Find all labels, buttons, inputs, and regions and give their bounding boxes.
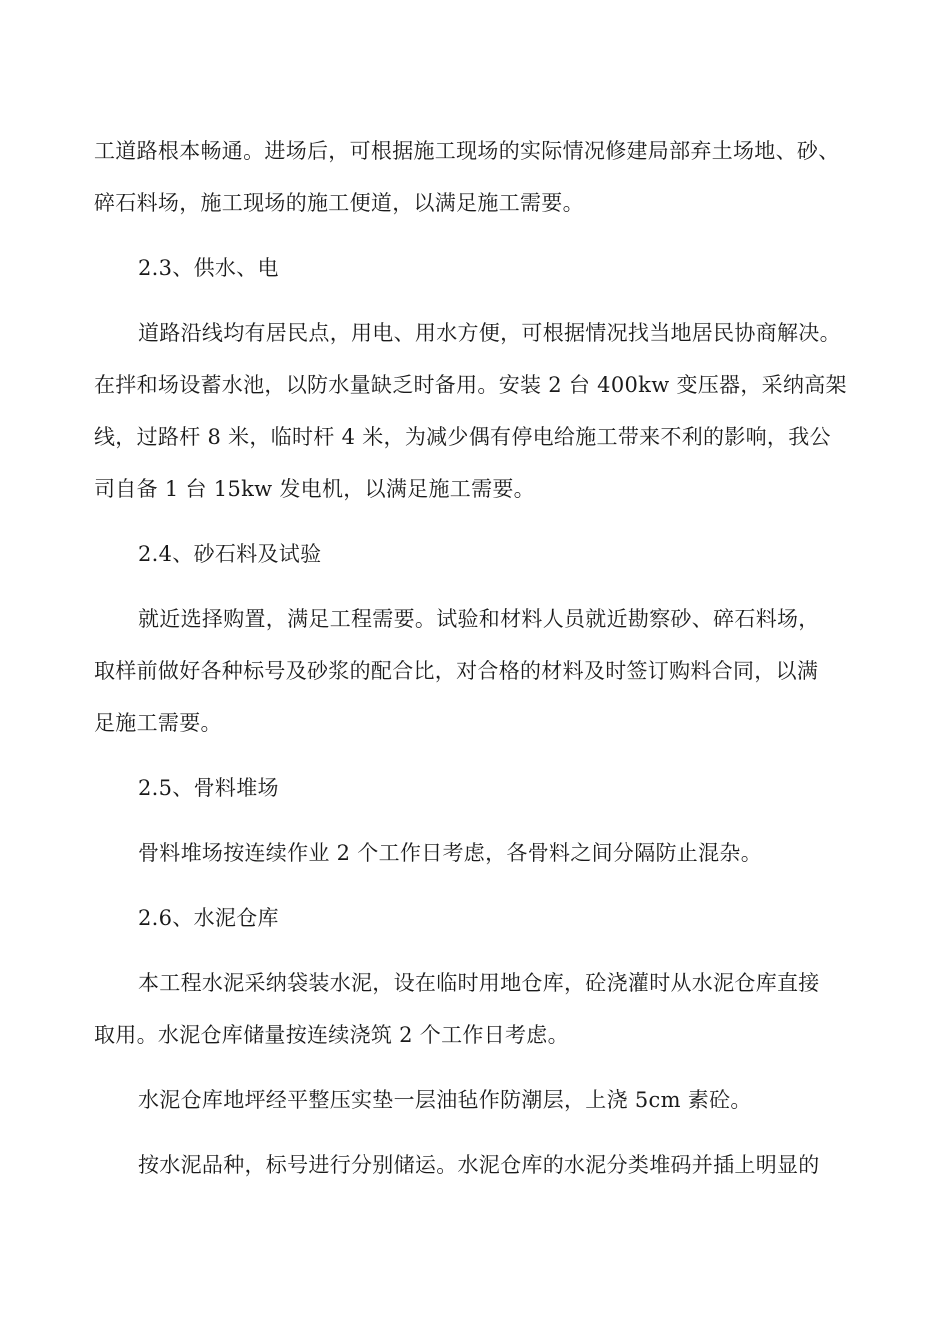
- paragraph-line: 本工程水泥采纳袋装水泥，设在临时用地仓库，砼浇灌时从水泥仓库直接: [138, 971, 820, 995]
- paragraph-line: 足施工需要。: [94, 711, 222, 735]
- paragraph-line: 按水泥品种，标号进行分别储运。水泥仓库的水泥分类堆码并插上明显的: [138, 1153, 820, 1177]
- paragraph-line: 水泥仓库地坪经平整压实垫一层油毡作防潮层，上浇 5cm 素砼。: [138, 1088, 752, 1112]
- paragraph-continuation-line: 碎石料场，施工现场的施工便道，以满足施工需要。: [94, 191, 584, 215]
- paragraph-line: 道路沿线均有居民点，用电、用水方便，可根据情况找当地居民协商解决。: [138, 321, 841, 345]
- paragraph-line: 司自备 1 台 15kw 发电机，以满足施工需要。: [94, 477, 535, 501]
- paragraph-line: 取用。水泥仓库储量按连续浇筑 2 个工作日考虑。: [94, 1023, 569, 1047]
- section-heading-2-3: 2.3、供水、电: [138, 256, 279, 280]
- paragraph-continuation-line: 工道路根本畅通。进场后，可根据施工现场的实际情况修建局部弃土场地、砂、: [94, 139, 840, 163]
- paragraph-line: 取样前做好各种标号及砂浆的配合比，对合格的材料及时签订购料合同，以满: [94, 659, 819, 683]
- paragraph-line: 线，过路杆 8 米，临时杆 4 米，为减少偶有停电给施工带来不利的影响，我公: [94, 425, 831, 449]
- paragraph-line: 在拌和场设蓄水池，以防水量缺乏时备用。安装 2 台 400kw 变压器，采纳高架: [94, 373, 847, 397]
- paragraph-line: 骨料堆场按连续作业 2 个工作日考虑，各骨料之间分隔防止混杂。: [138, 841, 763, 865]
- section-heading-2-4: 2.4、砂石料及试验: [138, 542, 322, 566]
- paragraph-line: 就近选择购置，满足工程需要。试验和材料人员就近勘察砂、碎石料场，: [138, 607, 820, 631]
- section-heading-2-5: 2.5、骨料堆场: [138, 776, 279, 800]
- section-heading-2-6: 2.6、水泥仓库: [138, 906, 279, 930]
